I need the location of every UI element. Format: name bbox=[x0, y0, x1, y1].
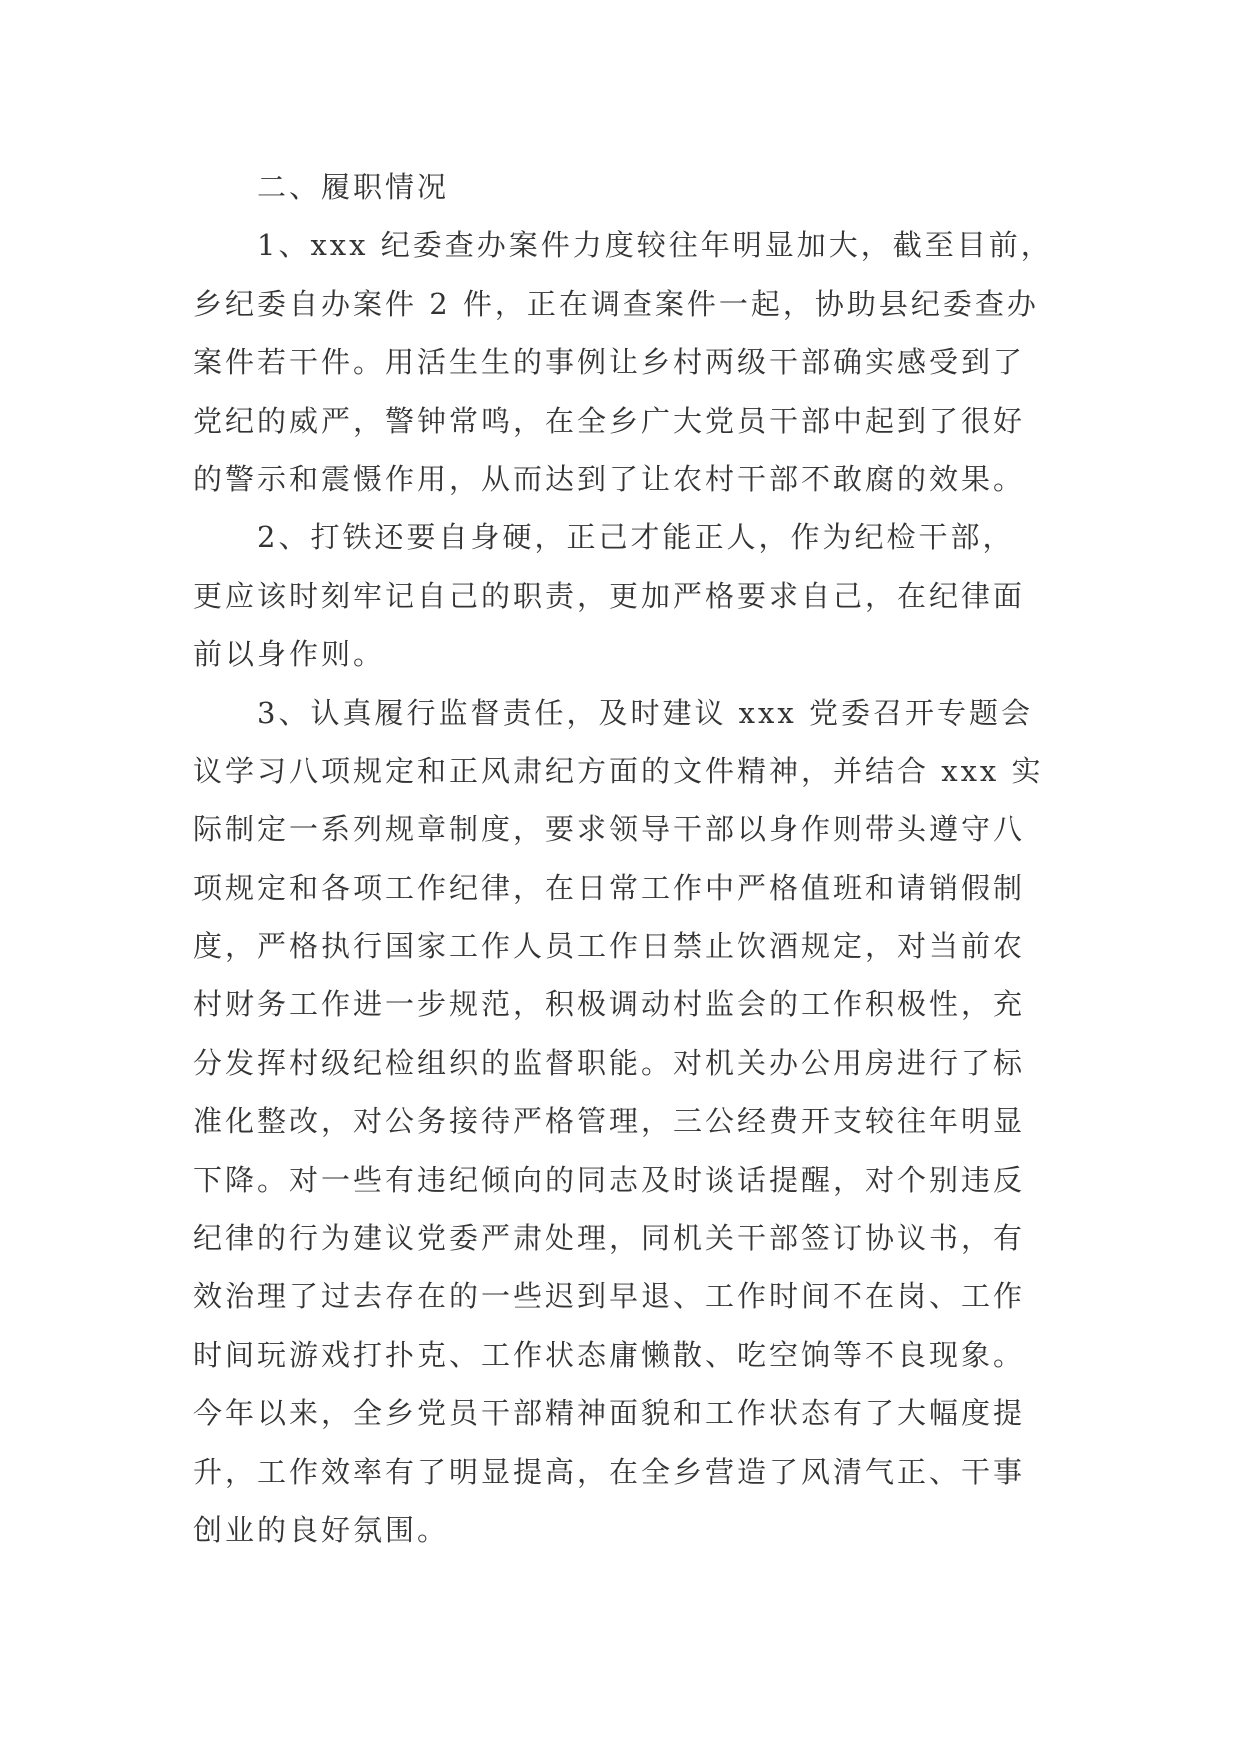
paragraph-3-line-8: 准化整改，对公务接待严格管理，三公经费开支较往年明显 bbox=[193, 1104, 1026, 1139]
paragraph-3-line-2: 议学习八项规定和正风肃纪方面的文件精神，并结合 xxx 实 bbox=[193, 753, 1044, 788]
paragraph-3-line-15: 创业的良好氛围。 bbox=[193, 1512, 450, 1547]
paragraph-2-line-3: 前以身作则。 bbox=[193, 637, 386, 672]
paragraph-3-line-13: 今年以来，全乡党员干部精神面貌和工作状态有了大幅度提 bbox=[193, 1396, 1026, 1431]
paragraph-1-line-5: 的警示和震慑作用，从而达到了让农村干部不敢腐的效果。 bbox=[193, 461, 1026, 496]
paragraph-1-line-4: 党纪的威严，警钟常鸣，在全乡广大党员干部中起到了很好 bbox=[193, 403, 1026, 438]
paragraph-3-line-12: 时间玩游戏打扑克、工作状态庸懒散、吃空饷等不良现象。 bbox=[193, 1337, 1026, 1372]
document-body bbox=[193, 158, 1055, 1559]
paragraph-3-line-1: 3、认真履行监督责任，及时建议 xxx 党委召开专题会 bbox=[257, 695, 1033, 730]
paragraph-3-line-11: 效治理了过去存在的一些迟到早退、工作时间不在岗、工作 bbox=[193, 1279, 1026, 1314]
paragraph-3-line-9: 下降。对一些有违纪倾向的同志及时谈话提醒，对个别违反 bbox=[193, 1162, 1026, 1197]
paragraph-3-line-4: 项规定和各项工作纪律，在日常工作中严格值班和请销假制 bbox=[193, 870, 1026, 905]
paragraph-3-line-14: 升，工作效率有了明显提高，在全乡营造了风清气正、干事 bbox=[193, 1454, 1026, 1489]
paragraph-3-line-7: 分发挥村级纪检组织的监督职能。对机关办公用房进行了标 bbox=[193, 1045, 1026, 1080]
paragraph-3-line-10: 纪律的行为建议党委严肃处理，同机关干部签订协议书，有 bbox=[193, 1221, 1026, 1256]
paragraph-3-line-5: 度，严格执行国家工作人员工作日禁止饮酒规定，对当前农 bbox=[193, 929, 1026, 964]
paragraph-1-line-3: 案件若干件。用活生生的事例让乡村两级干部确实感受到了 bbox=[193, 345, 1026, 380]
paragraph-2-line-1: 2、打铁还要自身硬，正己才能正人，作为纪检干部， bbox=[257, 520, 1015, 555]
paragraph-3-line-6: 村财务工作进一步规范，积极调动村监会的工作积极性，充 bbox=[193, 987, 1026, 1022]
paragraph-3-line-3: 际制定一系列规章制度，要求领导干部以身作则带头遵守八 bbox=[193, 812, 1026, 847]
paragraph-1-line-1: 1、xxx 纪委查办案件力度较往年明显加大，截至目前， bbox=[257, 228, 1053, 263]
paragraph-1-line-2: 乡纪委自办案件 2 件，正在调查案件一起，协助县纪委查办 bbox=[193, 286, 1039, 321]
paragraph-2-line-2: 更应该时刻牢记自己的职责，更加严格要求自己，在纪律面 bbox=[193, 578, 1026, 613]
section-heading: 二、履职情况 bbox=[257, 170, 450, 204]
